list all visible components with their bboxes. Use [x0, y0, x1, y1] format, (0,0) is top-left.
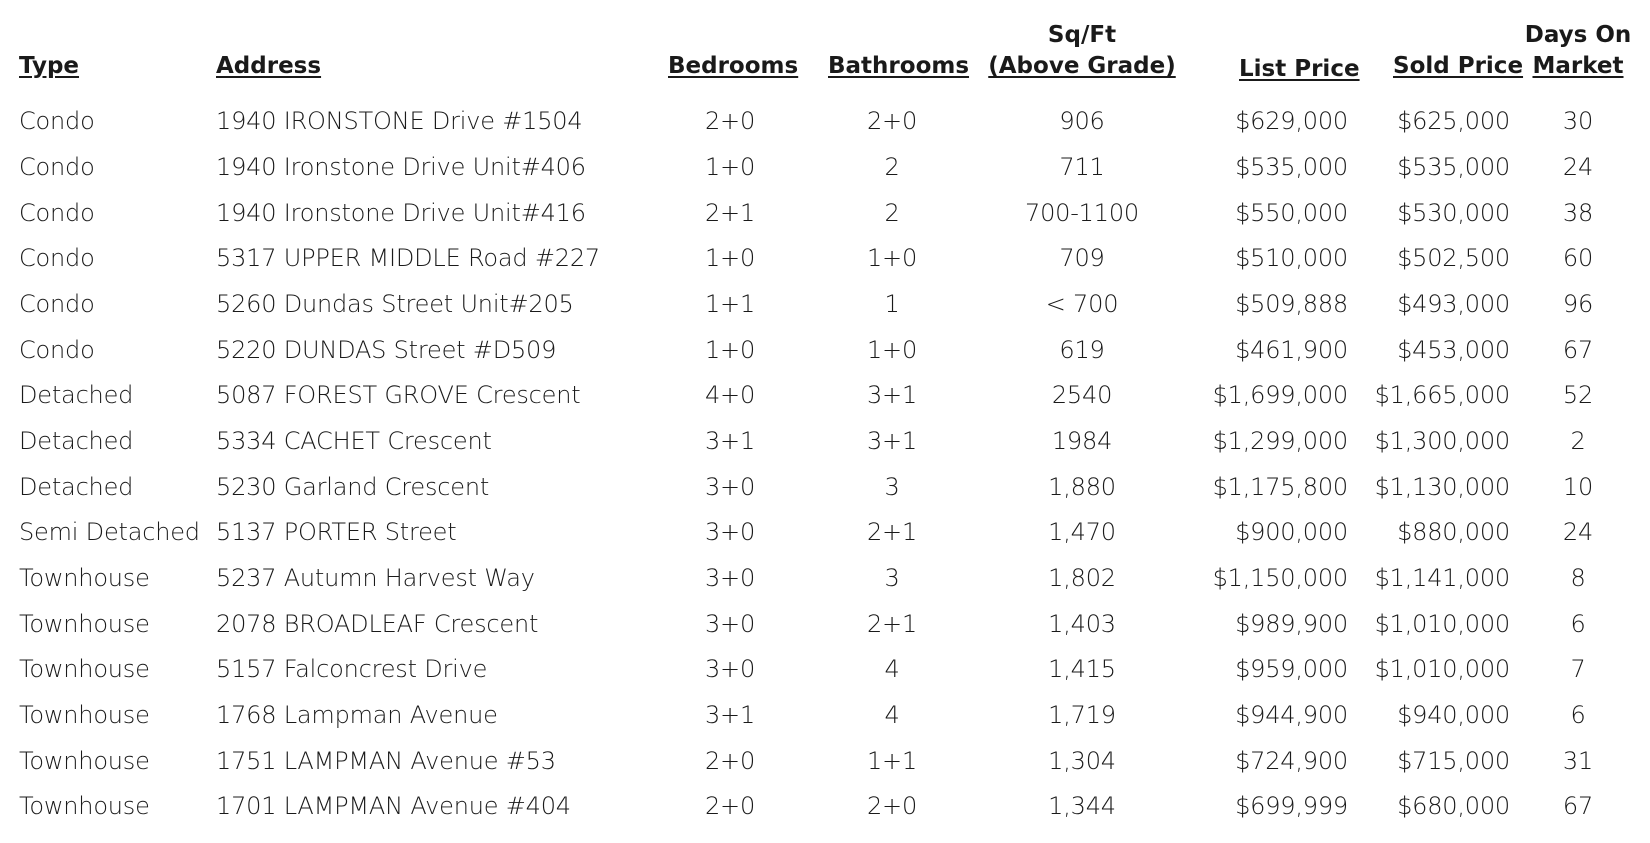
cell-address: 1751 LAMPMAN Avenue #53 [216, 747, 556, 775]
cell-address: 1940 IRONSTONE Drive #1504 [216, 107, 583, 135]
cell-bedrooms: 4+0 [704, 381, 756, 409]
cell-list-price: $944,900 [1235, 701, 1348, 729]
cell-list-price: $989,900 [1235, 610, 1348, 638]
cell-bathrooms: 1+1 [866, 747, 918, 775]
header-list-price: List Price [1239, 56, 1360, 82]
cell-type: Condo [19, 336, 95, 364]
cell-sold-price: $1,300,000 [1374, 427, 1510, 455]
cell-days-on-market: 2 [1570, 427, 1586, 455]
cell-days-on-market: 8 [1570, 564, 1586, 592]
cell-sqft: 1,415 [1048, 655, 1116, 683]
cell-bathrooms: 1+0 [866, 244, 918, 272]
cell-bathrooms: 2+1 [866, 610, 918, 638]
cell-sqft: 1,344 [1048, 792, 1116, 820]
cell-bedrooms: 3+1 [704, 701, 756, 729]
cell-bathrooms: 2+1 [866, 518, 918, 546]
cell-sqft: 700-1100 [1025, 199, 1139, 227]
cell-type: Townhouse [19, 792, 150, 820]
cell-days-on-market: 30 [1562, 107, 1594, 135]
cell-address: 5157 Falconcrest Drive [216, 655, 488, 683]
cell-sold-price: $1,010,000 [1374, 655, 1510, 683]
table-row [0, 465, 1650, 509]
cell-type: Condo [19, 153, 95, 181]
cell-address: 1940 Ironstone Drive Unit#416 [216, 199, 586, 227]
cell-list-price: $959,000 [1235, 655, 1348, 683]
cell-list-price: $699,999 [1235, 792, 1348, 820]
table-row [0, 693, 1650, 737]
header-address: Address [216, 53, 322, 79]
cell-type: Detached [19, 381, 134, 409]
cell-days-on-market: 52 [1562, 381, 1594, 409]
table-row [0, 373, 1650, 417]
cell-bathrooms: 3 [884, 473, 900, 501]
cell-sold-price: $535,000 [1397, 153, 1510, 181]
cell-sqft: 1,719 [1048, 701, 1116, 729]
cell-days-on-market: 24 [1562, 518, 1594, 546]
cell-sqft: 709 [1059, 244, 1105, 272]
cell-bathrooms: 3+1 [866, 381, 918, 409]
cell-sqft: 2540 [1051, 381, 1113, 409]
cell-sqft: 1,470 [1048, 518, 1116, 546]
cell-days-on-market: 60 [1562, 244, 1594, 272]
cell-sold-price: $625,000 [1397, 107, 1510, 135]
cell-list-price: $724,900 [1235, 747, 1348, 775]
cell-address: 1701 LAMPMAN Avenue #404 [216, 792, 571, 820]
header-sqft-line1: Sq/Ft [1047, 22, 1117, 48]
cell-sqft: 711 [1059, 153, 1105, 181]
cell-sold-price: $1,010,000 [1374, 610, 1510, 638]
table-row [0, 419, 1650, 463]
cell-bathrooms: 3 [884, 564, 900, 592]
cell-type: Semi Detached [19, 518, 200, 546]
cell-sold-price: $1,130,000 [1374, 473, 1510, 501]
cell-days-on-market: 24 [1562, 153, 1594, 181]
cell-sqft: 1,403 [1048, 610, 1116, 638]
cell-days-on-market: 6 [1570, 701, 1586, 729]
cell-list-price: $535,000 [1235, 153, 1348, 181]
cell-list-price: $1,699,000 [1212, 381, 1348, 409]
table-row [0, 784, 1650, 828]
table-row [0, 739, 1650, 783]
cell-bathrooms: 2+0 [866, 792, 918, 820]
cell-bathrooms: 1+0 [866, 336, 918, 364]
cell-type: Condo [19, 244, 95, 272]
cell-sold-price: $502,500 [1397, 244, 1510, 272]
cell-sqft: 1984 [1051, 427, 1113, 455]
table-row [0, 145, 1650, 189]
cell-days-on-market: 67 [1562, 336, 1594, 364]
cell-address: 5230 Garland Crescent [216, 473, 490, 501]
cell-sqft: 1,802 [1048, 564, 1116, 592]
cell-type: Townhouse [19, 655, 150, 683]
cell-list-price: $1,175,800 [1212, 473, 1348, 501]
cell-list-price: $1,299,000 [1212, 427, 1348, 455]
cell-type: Townhouse [19, 564, 150, 592]
cell-bathrooms: 2 [884, 199, 900, 227]
cell-bedrooms: 1+0 [704, 244, 756, 272]
cell-bedrooms: 3+1 [704, 427, 756, 455]
cell-days-on-market: 31 [1562, 747, 1594, 775]
cell-bathrooms: 4 [884, 701, 900, 729]
table-row [0, 602, 1650, 646]
cell-type: Townhouse [19, 701, 150, 729]
cell-address: 5317 UPPER MIDDLE Road #227 [216, 244, 600, 272]
header-type: Type [19, 53, 80, 79]
header-bathrooms: Bathrooms [828, 53, 970, 79]
cell-bedrooms: 3+0 [704, 518, 756, 546]
cell-address: 5137 PORTER Street [216, 518, 457, 546]
cell-bedrooms: 3+0 [704, 564, 756, 592]
cell-type: Townhouse [19, 747, 150, 775]
cell-address: 5220 DUNDAS Street #D509 [216, 336, 557, 364]
cell-type: Condo [19, 290, 95, 318]
cell-sqft: 906 [1059, 107, 1105, 135]
cell-address: 5334 CACHET Crescent [216, 427, 492, 455]
cell-sold-price: $715,000 [1397, 747, 1510, 775]
cell-bedrooms: 1+0 [704, 153, 756, 181]
cell-bathrooms: 2+0 [866, 107, 918, 135]
table-row [0, 236, 1650, 280]
cell-bedrooms: 1+1 [704, 290, 756, 318]
cell-type: Condo [19, 107, 95, 135]
table-row [0, 191, 1650, 235]
header-bedrooms: Bedrooms [668, 53, 799, 79]
cell-bathrooms: 4 [884, 655, 900, 683]
cell-days-on-market: 96 [1562, 290, 1594, 318]
cell-list-price: $1,150,000 [1212, 564, 1348, 592]
cell-bathrooms: 1 [884, 290, 900, 318]
cell-bedrooms: 3+0 [704, 655, 756, 683]
cell-address: 5260 Dundas Street Unit#205 [216, 290, 574, 318]
cell-sold-price: $940,000 [1397, 701, 1510, 729]
cell-sold-price: $530,000 [1397, 199, 1510, 227]
cell-type: Condo [19, 199, 95, 227]
header-days-on-market-line2: Market [1532, 53, 1624, 79]
cell-sqft: 1,880 [1048, 473, 1116, 501]
cell-list-price: $509,888 [1235, 290, 1348, 318]
cell-sqft: < 700 [1045, 290, 1119, 318]
cell-type: Townhouse [19, 610, 150, 638]
cell-sqft: 1,304 [1048, 747, 1116, 775]
cell-bathrooms: 3+1 [866, 427, 918, 455]
cell-bedrooms: 1+0 [704, 336, 756, 364]
table-row [0, 647, 1650, 691]
cell-days-on-market: 6 [1570, 610, 1586, 638]
cell-bedrooms: 2+0 [704, 107, 756, 135]
header-sqft-line2: (Above Grade) [988, 53, 1176, 79]
cell-sold-price: $1,141,000 [1374, 564, 1510, 592]
cell-list-price: $461,900 [1235, 336, 1348, 364]
cell-bedrooms: 2+1 [704, 199, 756, 227]
cell-bathrooms: 2 [884, 153, 900, 181]
cell-sold-price: $453,000 [1397, 336, 1510, 364]
cell-address: 5087 FOREST GROVE Crescent [216, 381, 581, 409]
cell-sqft: 619 [1059, 336, 1105, 364]
cell-days-on-market: 7 [1570, 655, 1586, 683]
header-days-on-market-line1: Days On [1524, 22, 1632, 48]
cell-list-price: $900,000 [1235, 518, 1348, 546]
cell-address: 2078 BROADLEAF Crescent [216, 610, 539, 638]
header-sold-price: Sold Price [1393, 53, 1524, 79]
cell-bedrooms: 2+0 [704, 792, 756, 820]
table-row [0, 556, 1650, 600]
cell-type: Detached [19, 427, 134, 455]
cell-days-on-market: 10 [1562, 473, 1594, 501]
cell-sold-price: $493,000 [1397, 290, 1510, 318]
table-row [0, 99, 1650, 143]
cell-list-price: $629,000 [1235, 107, 1348, 135]
cell-sold-price: $880,000 [1397, 518, 1510, 546]
cell-days-on-market: 67 [1562, 792, 1594, 820]
table-row [0, 282, 1650, 326]
cell-days-on-market: 38 [1562, 199, 1594, 227]
cell-list-price: $510,000 [1235, 244, 1348, 272]
cell-bedrooms: 3+0 [704, 473, 756, 501]
cell-address: 5237 Autumn Harvest Way [216, 564, 535, 592]
cell-bedrooms: 2+0 [704, 747, 756, 775]
table-row [0, 510, 1650, 554]
cell-type: Detached [19, 473, 134, 501]
cell-list-price: $550,000 [1235, 199, 1348, 227]
cell-sold-price: $680,000 [1397, 792, 1510, 820]
cell-address: 1940 Ironstone Drive Unit#406 [216, 153, 586, 181]
cell-address: 1768 Lampman Avenue [216, 701, 498, 729]
table-row [0, 328, 1650, 372]
cell-bedrooms: 3+0 [704, 610, 756, 638]
cell-sold-price: $1,665,000 [1374, 381, 1510, 409]
